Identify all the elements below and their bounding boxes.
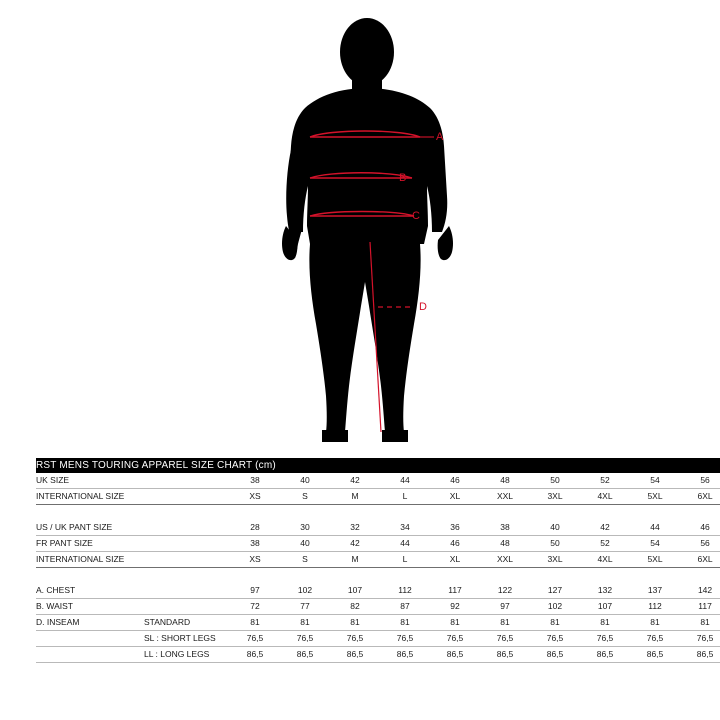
table-row xyxy=(36,631,720,647)
cell: 76,5 xyxy=(530,631,580,647)
torso-shape xyxy=(288,88,448,244)
cell: S xyxy=(280,489,330,505)
row-label: INTERNATIONAL SIZE xyxy=(36,552,144,568)
head-shape xyxy=(340,18,394,86)
cell: 81 xyxy=(580,615,630,631)
cell: 72 xyxy=(230,599,280,615)
cell: 81 xyxy=(330,615,380,631)
row-label: INTERNATIONAL SIZE xyxy=(36,489,144,505)
cell: L xyxy=(380,489,430,505)
cell: 127 xyxy=(530,583,580,599)
cell: 50 xyxy=(530,473,580,489)
size-chart-table-wrap xyxy=(36,458,714,663)
cell: L xyxy=(380,552,430,568)
cell: 117 xyxy=(430,583,480,599)
cell: 46 xyxy=(430,473,480,489)
cell: 81 xyxy=(280,615,330,631)
cell: 81 xyxy=(230,615,280,631)
table-spacer xyxy=(36,568,720,584)
table-row xyxy=(36,615,720,631)
cell: 142 xyxy=(680,583,720,599)
cell: XXL xyxy=(480,552,530,568)
row-sublabel: STANDARD xyxy=(144,615,230,631)
table-row xyxy=(36,536,720,552)
cell: 137 xyxy=(630,583,680,599)
cell: 92 xyxy=(430,599,480,615)
cell: 107 xyxy=(330,583,380,599)
cell: 34 xyxy=(380,520,430,536)
cell: 86,5 xyxy=(230,647,280,663)
cell: 81 xyxy=(430,615,480,631)
cell: 102 xyxy=(530,599,580,615)
cell: 48 xyxy=(480,536,530,552)
row-label xyxy=(36,631,144,647)
cell: 76,5 xyxy=(280,631,330,647)
cell: XS xyxy=(230,489,280,505)
cell: 44 xyxy=(380,473,430,489)
cell: 76,5 xyxy=(680,631,720,647)
row-sublabel xyxy=(144,599,230,615)
cell: 81 xyxy=(480,615,530,631)
row-sublabel xyxy=(144,536,230,552)
cell: 42 xyxy=(330,473,380,489)
cell: 6XL xyxy=(680,552,720,568)
left-foot-shape xyxy=(322,430,348,442)
table-row xyxy=(36,552,720,568)
cell: 112 xyxy=(630,599,680,615)
cell: 38 xyxy=(230,473,280,489)
cell: 76,5 xyxy=(330,631,380,647)
row-label: D. INSEAM xyxy=(36,615,144,631)
cell: 107 xyxy=(580,599,630,615)
row-sublabel: LL : LONG LEGS xyxy=(144,647,230,663)
row-sublabel xyxy=(144,552,230,568)
measure-label-d: D xyxy=(419,301,428,313)
chart-title: RST MENS TOURING APPAREL SIZE CHART (cm) xyxy=(36,458,720,473)
row-label: A. CHEST xyxy=(36,583,144,599)
cell: 40 xyxy=(280,536,330,552)
cell: 38 xyxy=(230,536,280,552)
cell: 3XL xyxy=(530,552,580,568)
cell: 122 xyxy=(480,583,530,599)
row-sublabel xyxy=(144,583,230,599)
size-chart-table xyxy=(36,458,720,663)
cell: 48 xyxy=(480,473,530,489)
cell: 81 xyxy=(530,615,580,631)
row-sublabel xyxy=(144,473,230,489)
cell: 76,5 xyxy=(630,631,680,647)
cell: 86,5 xyxy=(680,647,720,663)
cell: 56 xyxy=(680,473,720,489)
table-row xyxy=(36,520,720,536)
cell: 132 xyxy=(580,583,630,599)
row-label: UK SIZE xyxy=(36,473,144,489)
cell: XXL xyxy=(480,489,530,505)
cell: 44 xyxy=(380,536,430,552)
cell: 86,5 xyxy=(380,647,430,663)
table-row xyxy=(36,473,720,489)
cell: 86,5 xyxy=(530,647,580,663)
cell: 32 xyxy=(330,520,380,536)
cell: 6XL xyxy=(680,489,720,505)
table-row xyxy=(36,599,720,615)
cell: 40 xyxy=(280,473,330,489)
row-label xyxy=(36,647,144,663)
cell: 117 xyxy=(680,599,720,615)
cell: 5XL xyxy=(630,552,680,568)
cell: 86,5 xyxy=(630,647,680,663)
cell: 86,5 xyxy=(480,647,530,663)
cell: 86,5 xyxy=(430,647,480,663)
cell: 40 xyxy=(530,520,580,536)
cell: 86,5 xyxy=(280,647,330,663)
cell: 30 xyxy=(280,520,330,536)
cell: 5XL xyxy=(630,489,680,505)
cell: 46 xyxy=(430,536,480,552)
cell: 4XL xyxy=(580,552,630,568)
legs-shape xyxy=(309,244,420,432)
cell: XS xyxy=(230,552,280,568)
cell: 82 xyxy=(330,599,380,615)
cell: 86,5 xyxy=(580,647,630,663)
cell: 44 xyxy=(630,520,680,536)
cell: 52 xyxy=(580,473,630,489)
cell: 56 xyxy=(680,536,720,552)
cell: 54 xyxy=(630,473,680,489)
table-spacer xyxy=(36,505,720,521)
cell: 97 xyxy=(230,583,280,599)
cell: 50 xyxy=(530,536,580,552)
row-label: US / UK PANT SIZE xyxy=(36,520,144,536)
table-row xyxy=(36,489,720,505)
cell: 46 xyxy=(680,520,720,536)
cell: 28 xyxy=(230,520,280,536)
cell: 54 xyxy=(630,536,680,552)
cell: 76,5 xyxy=(230,631,280,647)
cell: 86,5 xyxy=(330,647,380,663)
row-label: B. WAIST xyxy=(36,599,144,615)
cell: 81 xyxy=(380,615,430,631)
measure-label-a: A xyxy=(436,131,444,143)
cell: 3XL xyxy=(530,489,580,505)
cell: 38 xyxy=(480,520,530,536)
cell: 76,5 xyxy=(430,631,480,647)
cell: 77 xyxy=(280,599,330,615)
cell: 76,5 xyxy=(380,631,430,647)
cell: 76,5 xyxy=(580,631,630,647)
cell: M xyxy=(330,489,380,505)
cell: 76,5 xyxy=(480,631,530,647)
row-label: FR PANT SIZE xyxy=(36,536,144,552)
row-sublabel xyxy=(144,489,230,505)
cell: 81 xyxy=(630,615,680,631)
table-row xyxy=(36,647,720,663)
cell: 81 xyxy=(680,615,720,631)
cell: M xyxy=(330,552,380,568)
cell: 36 xyxy=(430,520,480,536)
cell: 4XL xyxy=(580,489,630,505)
cell: 87 xyxy=(380,599,430,615)
table-title-row xyxy=(36,458,720,473)
cell: S xyxy=(280,552,330,568)
cell: 42 xyxy=(580,520,630,536)
row-sublabel xyxy=(144,520,230,536)
cell: 42 xyxy=(330,536,380,552)
measure-label-b: B xyxy=(399,172,407,184)
cell: 102 xyxy=(280,583,330,599)
cell: XL xyxy=(430,552,480,568)
measure-label-c: C xyxy=(412,210,421,222)
cell: 52 xyxy=(580,536,630,552)
table-row xyxy=(36,583,720,599)
cell: 112 xyxy=(380,583,430,599)
right-foot-shape xyxy=(382,430,408,442)
cell: XL xyxy=(430,489,480,505)
cell: 97 xyxy=(480,599,530,615)
row-sublabel: SL : SHORT LEGS xyxy=(144,631,230,647)
